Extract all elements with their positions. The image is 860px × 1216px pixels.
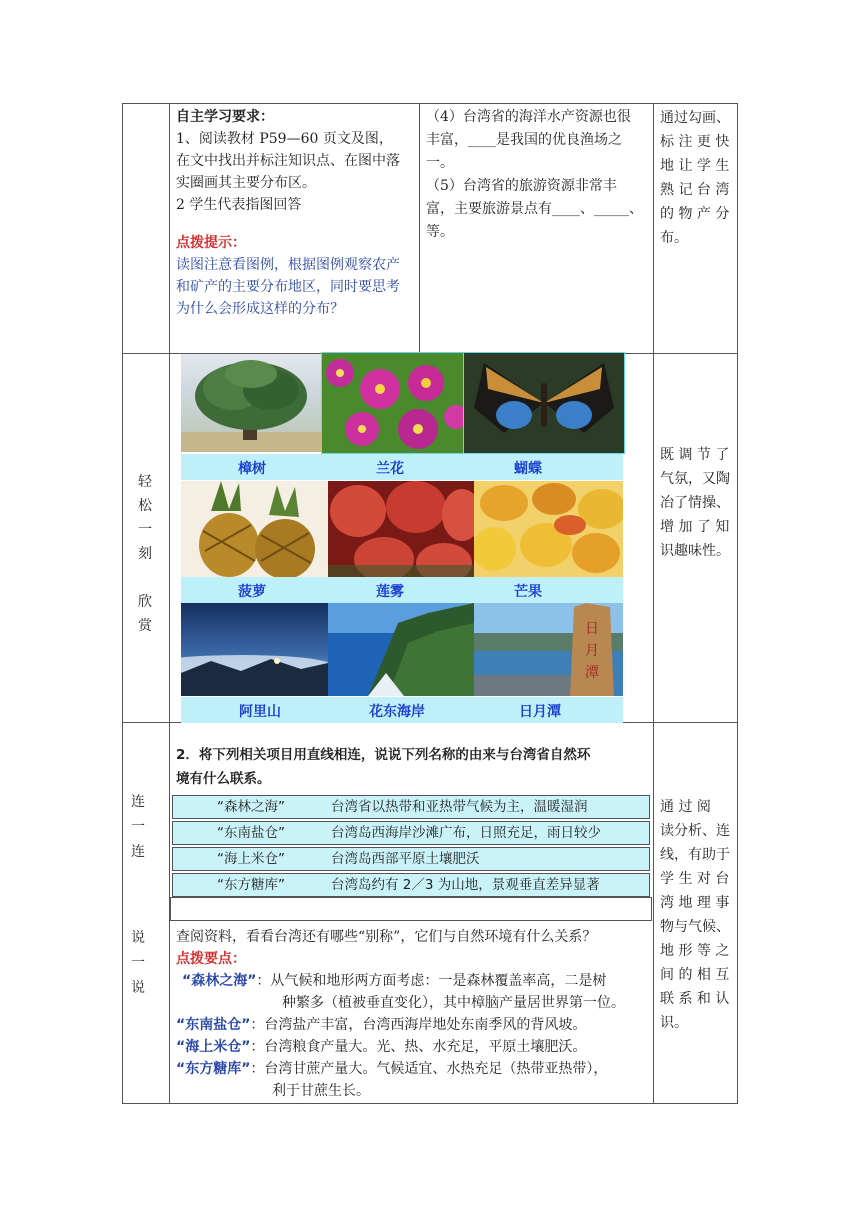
butterfly-photo — [463, 352, 625, 454]
caption-east-coast: 花东海岸 — [369, 704, 425, 720]
note-line: 物与气候、 — [660, 919, 730, 935]
self-study-line: 实圈画其主要分布区。 — [176, 175, 316, 191]
sun-moon-lake-photo — [474, 603, 623, 696]
tip-text: ：从气候和地形两方面考虑：一是森林覆盖率高，二是树 — [256, 973, 607, 989]
tip-text: ：台湾盐产丰富，台湾西海岸地处东南季风的背风坡。 — [250, 1017, 587, 1033]
note-line: 熟 记 台 湾 — [660, 182, 730, 198]
caption-wax-apple: 莲雾 — [376, 584, 404, 600]
tip-term: “东方糖库” — [176, 1061, 251, 1077]
wax-apple-photo — [328, 481, 474, 577]
tip-term: “东南盐仓” — [176, 1017, 251, 1033]
extension-block — [176, 926, 650, 1102]
note-line: 识趣味性。 — [660, 543, 730, 559]
exercise-line: 富，主要旅游景点有____、_____、 — [426, 201, 643, 217]
question-line: 2．将下列相关项目用直线相连，说说下列名称的由来与台湾省自然环 — [176, 747, 591, 763]
mango-photo — [474, 481, 623, 577]
match-row — [172, 873, 650, 897]
caption-sun-moon-lake: 日月潭 — [519, 704, 561, 720]
camphor-tree-photo — [181, 354, 323, 452]
matching-question — [176, 743, 650, 791]
note-line: 地 让 学 生 — [660, 158, 730, 174]
tip-item — [176, 1036, 650, 1058]
section-label-relax: 轻 松 一 刻 欣 赏 — [138, 474, 152, 634]
note-line: 间 的 相 互 — [660, 967, 730, 983]
match-row — [172, 795, 650, 819]
note-line: 增 加 了 知 — [660, 519, 730, 535]
match-left: “东方糖库” — [217, 877, 285, 893]
tip-line: 为什么会形成这样的分布？ — [176, 301, 344, 317]
table-right-border — [737, 103, 738, 1104]
caption-mango: 芒果 — [514, 584, 542, 600]
table-col-divider-3 — [653, 103, 654, 1104]
table-top-border — [122, 103, 738, 104]
exercise-line: 丰富，____是我国的优良渔场之 — [426, 132, 622, 148]
note-line: 布。 — [660, 230, 688, 246]
prompt-line: 查阅资料，看看台湾还有哪些“别称”，它们与自然环境有什么关系？ — [176, 929, 597, 945]
note-line: 湾 地 理 事 — [660, 895, 730, 911]
section-label-talk: 说 一 说 — [131, 930, 145, 996]
match-right: 台湾岛西海岸沙滩广布，日照充足，雨日较少 — [331, 825, 601, 841]
tip-term: “森林之海” — [182, 973, 257, 989]
match-right: 台湾省以热带和亚热带气候为主，温暖湿润 — [331, 799, 588, 815]
note-line: 联 系 和 认 — [660, 991, 730, 1007]
note-line: 通过勾画、 — [660, 110, 730, 126]
match-left: “森林之海” — [217, 799, 285, 815]
section-label-connect: 连 一 连 — [131, 794, 145, 860]
table-col-divider-2 — [419, 103, 420, 353]
tip-term: “海上米仓” — [176, 1039, 251, 1055]
orchid-photo — [321, 352, 466, 454]
caption-camphor: 樟树 — [238, 461, 266, 477]
sign-char: 月 — [585, 643, 599, 659]
note-line: 冶了情操、 — [660, 495, 730, 511]
tip-heading-2: 点拨要点： — [176, 951, 246, 967]
note-line: 标 注 更 快 — [660, 134, 730, 150]
tip-item — [176, 970, 650, 992]
caption-orchid: 兰花 — [376, 461, 404, 477]
pineapple-photo — [181, 481, 328, 577]
question-line: 境有什么联系。 — [176, 771, 271, 787]
note-line: 既 调 节 了 — [660, 447, 730, 463]
sign-char: 潭 — [585, 665, 599, 681]
self-study-line: 1、阅读教材 P59—60 页文及图， — [176, 131, 393, 147]
match-left: “东南盐仓” — [217, 825, 285, 841]
note-line: 地 形 等 之 — [660, 943, 730, 959]
tip-line: 读图注意看图例，根据图例观察农产 — [176, 257, 400, 273]
self-study-heading: 自主学习要求： — [176, 109, 274, 125]
tip-heading: 点拨提示： — [176, 235, 246, 251]
table-bottom-border — [122, 1103, 738, 1104]
sign-char: 日 — [585, 621, 599, 637]
exercise-line: （5）台湾省的旅游资源非常丰 — [426, 178, 617, 194]
note-block-1 — [660, 106, 734, 250]
note-line: 通 过 阅 — [660, 799, 711, 815]
note-line: 气氛，又陶 — [660, 471, 730, 487]
match-empty-row — [170, 897, 652, 921]
note-line: 学 生 对 台 — [660, 871, 730, 887]
note-line: 线，有助于 — [660, 847, 730, 863]
note-line: 识。 — [660, 1015, 688, 1031]
exercise-block — [426, 106, 650, 244]
match-left: “海上米仓” — [217, 851, 285, 867]
table-left-border — [122, 103, 123, 1104]
tip-text: ：台湾甘蔗产量大。气候适宜、水热充足（热带亚热带）， — [250, 1061, 608, 1077]
match-right: 台湾岛西部平原土壤肥沃 — [331, 851, 480, 867]
caption-butterfly: 蝴蝶 — [514, 461, 542, 477]
self-study-line: 2 学生代表指图回答 — [176, 197, 302, 213]
caption-pineapple: 菠萝 — [238, 584, 266, 600]
tip-item — [176, 1058, 650, 1080]
self-study-block — [176, 106, 416, 320]
alishan-photo — [181, 603, 328, 696]
tip-cont: 利于甘蔗生长。 — [272, 1083, 370, 1099]
match-right: 台湾岛约有 2／3 为山地，景观垂直差异显著 — [331, 877, 600, 893]
tip-line: 和矿产的主要分布地区，同时要思考 — [176, 279, 400, 295]
note-block-2 — [660, 443, 734, 563]
match-row — [172, 847, 650, 871]
exercise-line: （4）台湾省的海洋水产资源也很 — [426, 109, 631, 125]
note-block-3 — [660, 795, 734, 1035]
tip-text: ：台湾粮食产量大。光、热、水充足，平原土壤肥沃。 — [250, 1039, 587, 1055]
note-line: 的 物 产 分 — [660, 206, 730, 222]
match-row — [172, 821, 650, 845]
table-col-divider-1 — [169, 103, 170, 1104]
east-coast-photo — [328, 603, 474, 696]
caption-alishan: 阿里山 — [239, 704, 281, 720]
note-line: 读分析、连 — [660, 823, 730, 839]
self-study-line: 在文中找出并标注知识点、在图中落 — [176, 153, 400, 169]
exercise-line: 等。 — [426, 224, 454, 240]
tip-item — [176, 1014, 650, 1036]
tip-cont: 种繁多（植被垂直变化），其中樟脑产量居世界第一位。 — [282, 995, 625, 1011]
exercise-line: 一。 — [426, 155, 454, 171]
